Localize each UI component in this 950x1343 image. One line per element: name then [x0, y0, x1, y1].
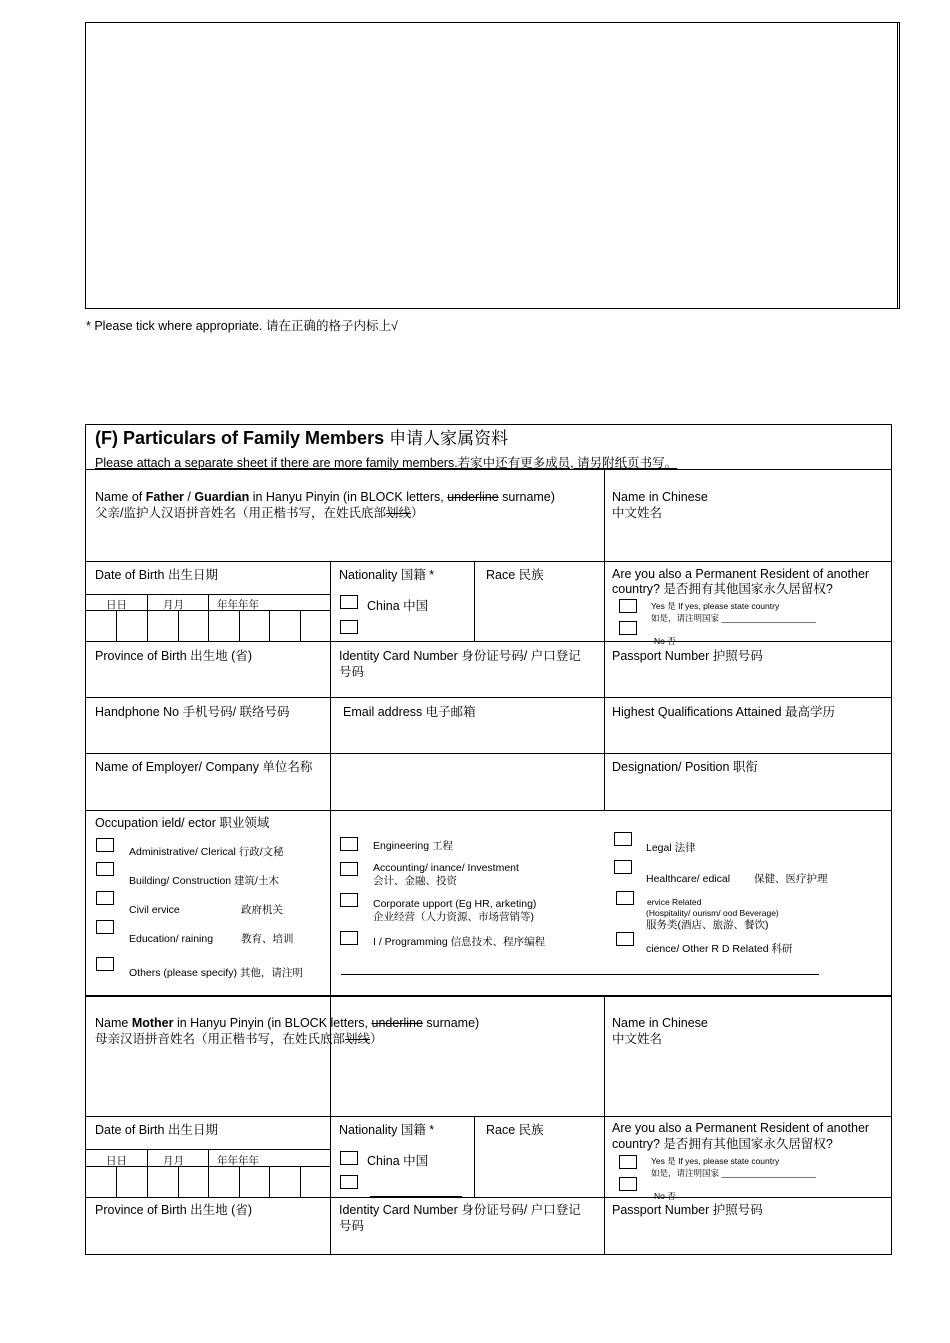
section-title [95, 427, 508, 450]
father-occupation-label: Occupation ield/ ector 职业领域 [95, 816, 270, 830]
mother-nationality-other-checkbox[interactable] [340, 1175, 358, 1189]
mother-passport-label: Passport Number 护照号码 [612, 1203, 763, 1217]
occ-accounting-checkbox[interactable] [340, 862, 358, 876]
occ-service-checkbox[interactable] [616, 891, 634, 905]
father-pr-yes-zh: 如是，请注明国家 ____________________ [651, 613, 816, 623]
mother-name-label: Name Mother in Hanyu Pinyin (in BLOCK letters, underline surname) [95, 1016, 480, 1030]
father-dob-month: 月月 [163, 599, 184, 611]
occ-service-zh: 服务类(酒店、旅游、餐饮) [646, 919, 769, 931]
section-subtitle: Please attach a separate sheet if there are more family members.若家中还有更多成员, 请另附纸页书写。 [95, 456, 678, 470]
occ-healthcare-zh: 保健、医疗护理 [754, 873, 828, 885]
occ-service: ervice Related [647, 897, 702, 907]
occ-civil-zh: 政府机关 [241, 904, 283, 916]
section-title-en: (F) Particulars of Family Members [95, 428, 385, 448]
blank-box [85, 22, 900, 309]
occ-corporate: Corporate upport (Eg HR, arketing) [373, 898, 537, 910]
father-passport-label: Passport Number 护照号码 [612, 649, 763, 663]
father-name-label-zh: 父亲/监护人汉语拼音姓名（用正楷书写，在姓氏底部划线） [95, 506, 424, 520]
mother-name-chinese-input[interactable] [612, 1050, 882, 1110]
father-pr-question: Are you also a Permanent Resident of another [612, 567, 870, 581]
occ-it-checkbox[interactable] [340, 931, 358, 945]
father-dob-label: Date of Birth 出生日期 [95, 568, 218, 582]
occ-others-checkbox[interactable] [96, 957, 114, 971]
occ-accounting-zh: 会计、金融、投资 [373, 875, 457, 887]
occ-accounting: Accounting/ inance/ Investment [373, 862, 519, 874]
mother-dob-month: 月月 [163, 1155, 184, 1167]
occ-engineering-checkbox[interactable] [340, 837, 358, 851]
occ-education-checkbox[interactable] [96, 920, 114, 934]
father-name-chinese-label-zh: 中文姓名 [612, 506, 663, 520]
father-dob-day: 日日 [106, 599, 127, 611]
mother-pr-question: Are you also a Permanent Resident of another [612, 1121, 870, 1135]
mother-id-label: Identity Card Number 身份证号码/ 户口登记 [339, 1203, 581, 1217]
father-race-label: Race 民族 [486, 568, 544, 582]
father-email-label: Email address 电子邮箱 [343, 705, 476, 719]
mother-pr-yes-checkbox[interactable] [619, 1155, 637, 1169]
father-employer-label: Name of Employer/ Company 单位名称 [95, 760, 313, 774]
occ-corporate-zh: 企业经营（人力资源、市场营销等) [373, 911, 534, 923]
occ-legal: Legal 法律 [646, 842, 696, 854]
father-nationality-label: Nationality 国籍 * [339, 568, 435, 582]
mother-province-label: Province of Birth 出生地 (省) [95, 1203, 252, 1217]
occ-engineering: Engineering 工程 [373, 840, 453, 852]
occ-admin-checkbox[interactable] [96, 838, 114, 852]
occ-building: Building/ Construction 建筑/土木 [129, 875, 279, 887]
mother-dob-label: Date of Birth 出生日期 [95, 1123, 218, 1137]
occ-healthcare-checkbox[interactable] [614, 860, 632, 874]
occ-others: Others (please specify) 其他，请注明 [129, 967, 303, 979]
mother-name-label-zh: 母亲汉语拼音姓名（用正楷书写，在姓氏底部划线） [95, 1032, 383, 1046]
mother-pr-yes-zh: 如是，请注明国家 ____________________ [651, 1168, 816, 1178]
mother-name-input[interactable] [95, 1050, 595, 1110]
blank-box-edge [897, 22, 898, 309]
father-pr-yes: Yes 是 If yes, please state country [651, 601, 780, 611]
mother-nationality-china-checkbox[interactable] [340, 1151, 358, 1165]
father-pr-yes-checkbox[interactable] [619, 599, 637, 613]
mother-nationality-label: Nationality 国籍 * [339, 1123, 435, 1137]
father-id-label-2: 号码 [339, 665, 365, 679]
father-nationality-other-checkbox[interactable] [340, 620, 358, 634]
mother-pr-question-2: country? 是否拥有其他国家永久居留权? [612, 1137, 833, 1151]
occ-science: cience/ Other R D Related 科研 [646, 943, 793, 955]
occ-civil: Civil ervice [129, 904, 180, 916]
father-name-input[interactable] [95, 522, 595, 558]
tick-note: * Please tick where appropriate. 请在正确的格子内标上√ [86, 319, 398, 333]
mother-race-label: Race 民族 [486, 1123, 544, 1137]
father-nationality-china-checkbox[interactable] [340, 595, 358, 609]
occ-corporate-checkbox[interactable] [340, 893, 358, 907]
father-pr-no: No 否 [654, 636, 676, 646]
section-title-zh: 申请人家属资料 [389, 429, 509, 449]
mother-nationality-china: China 中国 [367, 1154, 429, 1168]
occ-others-input[interactable] [341, 974, 819, 975]
father-pr-no-checkbox[interactable] [619, 621, 637, 635]
mother-id-label-2: 号码 [339, 1219, 365, 1233]
occ-healthcare: Healthcare/ edical [646, 873, 731, 885]
occ-service-2: (Hospitality/ ourism/ ood Beverage) [646, 908, 779, 918]
occ-legal-checkbox[interactable] [614, 832, 632, 846]
mother-dob-year: 年年年年 [217, 1155, 259, 1167]
mother-name-chinese-label: Name in Chinese [612, 1016, 708, 1030]
occ-civil-checkbox[interactable] [96, 891, 114, 905]
occ-admin: Administrative/ Clerical 行政/文秘 [129, 846, 284, 858]
occ-it: I / Programming 信息技术、程序编程 [373, 936, 546, 948]
father-qualification-label: Highest Qualifications Attained 最高学历 [612, 705, 836, 719]
father-province-label: Province of Birth 出生地 (省) [95, 649, 252, 663]
father-id-label: Identity Card Number 身份证号码/ 户口登记 [339, 649, 581, 663]
father-name-chinese-label: Name in Chinese [612, 490, 708, 504]
father-pr-question-2: country? 是否拥有其他国家永久居留权? [612, 582, 833, 596]
father-name-chinese-input[interactable] [612, 522, 882, 558]
father-nationality-china: China 中国 [367, 599, 429, 613]
occ-education: Education/ raining [129, 933, 214, 945]
occ-science-checkbox[interactable] [616, 932, 634, 946]
father-handphone-label: Handphone No 手机号码/ 联络号码 [95, 705, 290, 719]
occ-education-zh: 教育、培训 [241, 933, 294, 945]
mother-pr-yes: Yes 是 If yes, please state country [651, 1156, 780, 1166]
mother-pr-no: No 否 [654, 1191, 676, 1201]
mother-dob-day: 日日 [106, 1155, 127, 1167]
father-designation-label: Designation/ Position 职衔 [612, 760, 758, 774]
occ-building-checkbox[interactable] [96, 862, 114, 876]
mother-pr-no-checkbox[interactable] [619, 1177, 637, 1191]
mother-name-chinese-label-zh: 中文姓名 [612, 1032, 663, 1046]
father-name-label: Name of Father / Guardian in Hanyu Pinyin (in BLOCK letters, underline surname) [95, 490, 555, 504]
father-dob-year: 年年年年 [217, 599, 259, 611]
